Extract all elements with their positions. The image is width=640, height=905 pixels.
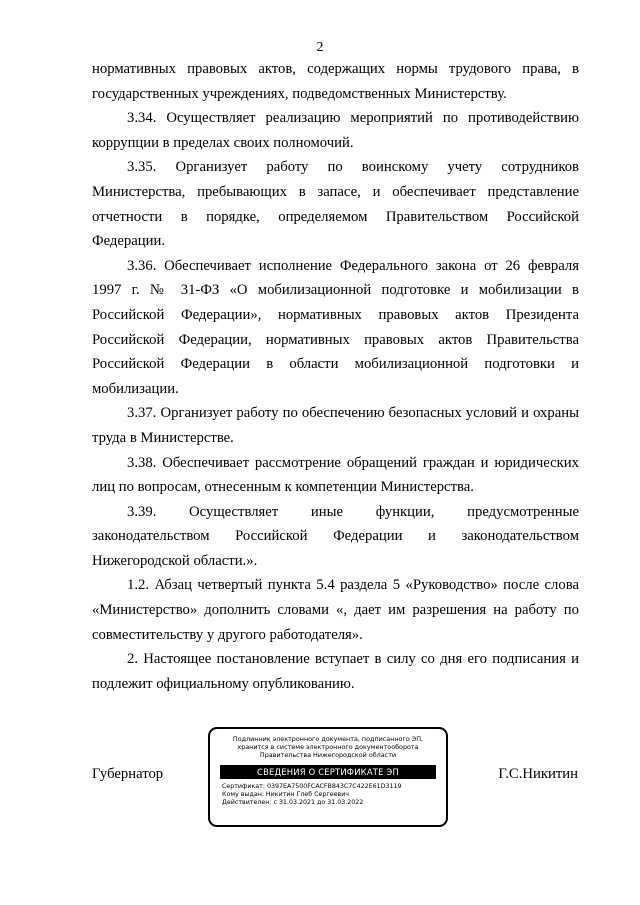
stamp-header-line: Подлинник электронного документа, подписанного ЭП, — [232, 735, 424, 743]
paragraph-continuation: нормативных правовых актов, содержащих нормы трудового права, в государственных учреждениях, подведомственных Министерству. — [92, 61, 579, 102]
paragraph-3-36: 3.36. Обеспечивает исполнение Федерального закона от 26 февраля 1997 г. № 31-ФЗ «О мобилизационной подготовке и мобилизации в Российской Федерации», нормативных правовых актов Президента Российской Федерации, нормативных правовых актов Правительства Российской Федерации в области мобилизационной подготовки и мобилизации. — [92, 257, 579, 397]
paragraph-1-2: 1.2. Абзац четвертый пункта 5.4 раздела 5 «Руководство» после слова «Министерство» дополнить словами «, дает им разрешения на работу по совместительству у другого работодателя». — [92, 577, 579, 643]
page-number: 2 — [316, 40, 324, 55]
paragraph-3-35: 3.35. Организует работу по воинскому учету сотрудников Министерства, пребывающих в запасе, и обеспечивает представление отчетности в порядке, определяемом Правительством Российской Федерации. — [92, 159, 579, 250]
electronic-signature-stamp — [208, 727, 448, 827]
stamp-certificate: Сертификат: 0397EA7500FCACFB843C7C422E61D3119 — [222, 782, 402, 790]
stamp-details — [222, 783, 446, 808]
stamp-title-bar: СВЕДЕНИЯ О СЕРТИФИКАТЕ ЭП — [220, 765, 436, 779]
paragraph-3-34: 3.34. Осуществляет реализацию мероприятий по противодействию коррупции в пределах своих полномочий. — [92, 110, 579, 151]
stamp-valid-period: Действителен: с 31.03.2021 до 31.03.2022 — [222, 799, 364, 807]
signer-name: Г.С.Никитин — [498, 766, 578, 782]
paragraph-3-38: 3.38. Обеспечивает рассмотрение обращений граждан и юридических лиц по вопросам, отнесенным к компетенции Министерства. — [92, 454, 579, 496]
stamp-header — [210, 735, 446, 760]
stamp-header-line: Правительства Нижегородской области — [259, 751, 397, 760]
signer-title: Губернатор — [92, 766, 164, 782]
stamp-header-line: хранится в системе электронного документооборота — [237, 743, 419, 752]
paragraph-3-39: 3.39. Осуществляет иные функции, предусмотренные законодательством Российской Федерации и законодательством Нижегородской области.». — [92, 503, 579, 569]
paragraph-3-37: 3.37. Организует работу по обеспечению безопасных условий и охраны труда в Министерстве. — [92, 405, 579, 446]
paragraph-2: 2. Настоящее постановление вступает в силу со дня его подписания и подлежит официальному опубликованию. — [92, 651, 579, 692]
stamp-issued-to: Кому выдан: Никитин Глеб Сергеевич — [222, 791, 350, 799]
document-body — [92, 57, 579, 696]
